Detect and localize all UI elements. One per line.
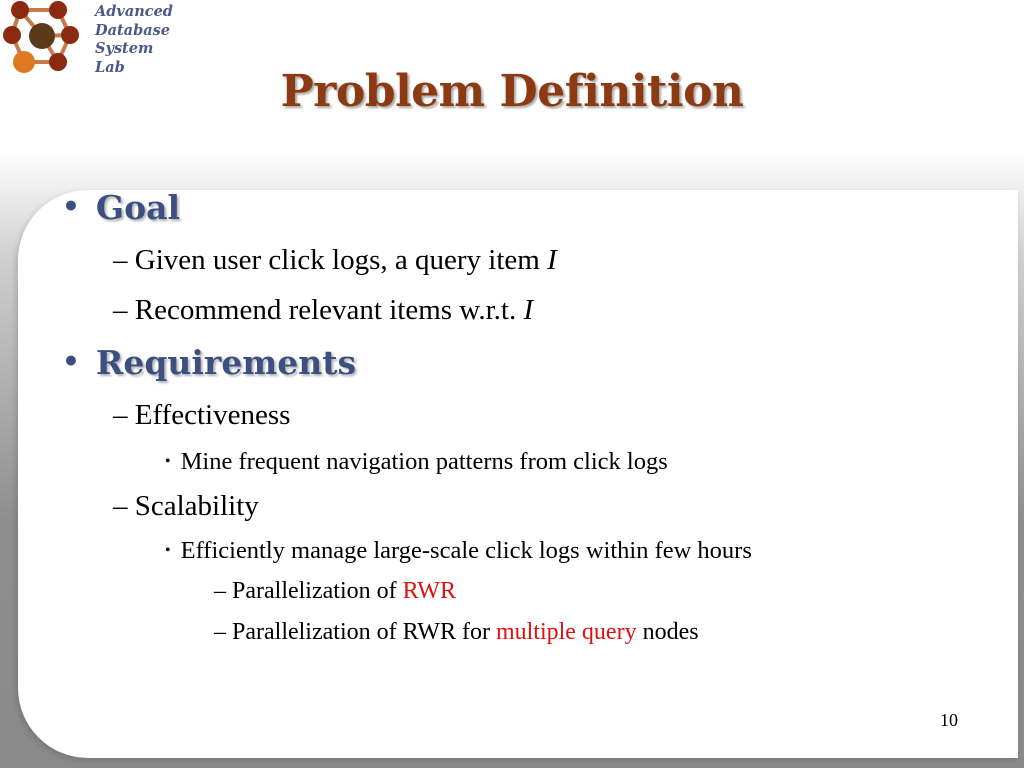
bullet-label: Goal (95, 188, 181, 227)
bullet-goal (62, 188, 180, 227)
slide-title: Problem Definition (280, 66, 744, 117)
scalability-item: – Parallelization of RWR (214, 578, 456, 604)
bullet-dot-icon: • (165, 453, 171, 470)
page-number: 10 (940, 710, 958, 730)
goal-item: – Recommend relevant items w.r.t. I (113, 294, 534, 326)
highlight-text: multiple query (495, 619, 637, 645)
scalability-detail: • Efficiently manage large-scale click logs within few hours (165, 537, 752, 564)
goal-item: – Given user click logs, a query item I (113, 244, 557, 276)
bullet-label: Requirements (95, 343, 357, 382)
bullet-dot-icon: • (62, 190, 80, 223)
highlight-text: RWR (402, 578, 456, 604)
logo-line: Advanced (95, 3, 173, 20)
effectiveness-detail: • Mine frequent navigation patterns from click logs (165, 448, 668, 475)
requirement-effectiveness: – Effectiveness (113, 399, 291, 431)
bullet-dot-icon: • (62, 345, 80, 378)
logo-line: Database (95, 21, 170, 39)
logo-line: System (95, 40, 154, 57)
bullet-dot-icon: • (165, 542, 171, 559)
requirement-scalability: – Scalability (113, 490, 259, 522)
scalability-item: – Parallelization of RWR for multiple query nodes (214, 619, 699, 645)
bullet-requirements (62, 343, 356, 382)
logo-line: Lab (95, 58, 125, 76)
